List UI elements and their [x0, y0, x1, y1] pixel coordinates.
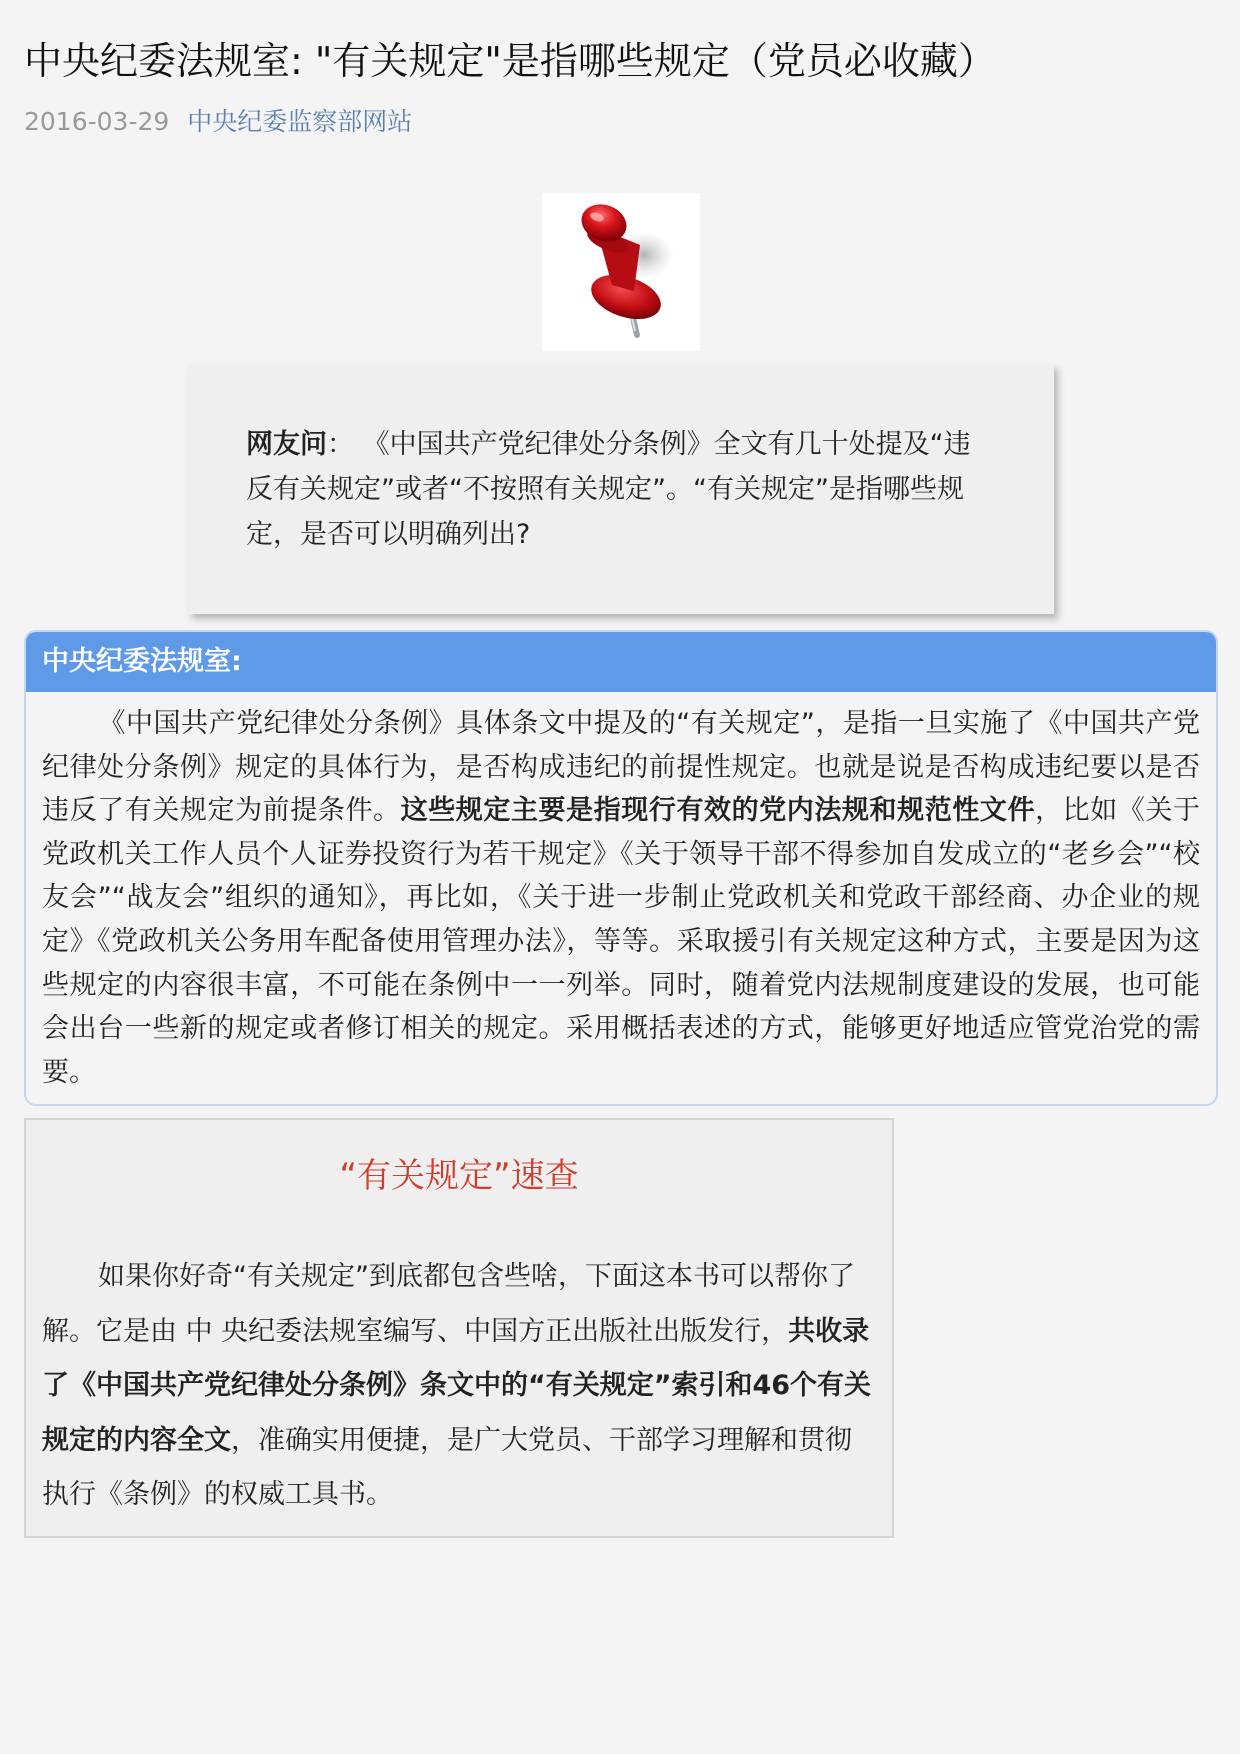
question-body: 《中国共产党纪律处分条例》全文有几十处提及“违反有关规定”或者“不按照有关规定”。“有关规定”是指哪些规定，是否可以明确列出? [246, 429, 971, 550]
answer-text-b: ，比如《关于党政机关工作人员个人证券投资行为若干规定》《关于领导干部不得参加自发成立的“老乡会”“校友会”“战友会”组织的通知》，再比如，《关于进一步制止党政机关和党政干部经商、办企业的规定》《党政机关公务用车配备使用管理办法》，等等。采取援引有关规定这种方式，主要是因为这些规定的内容很丰富，不可能在条例中一一列举。同时，随着党内法规制度建设的发展，也可能会出台一些新的规定或者修订相关的规定。采用概括表述的方式，能够更好地适应管党治党的需要。 [42, 795, 1201, 1088]
quick-text-bold: 共收录了《中国共产党纪律处分条例》条文中的“有关规定”索引和46个有关规定的内容全文 [42, 1315, 872, 1456]
answer-text-a: 《中国共产党纪律处分条例》具体条文中提及的“有关规定”，是指一旦实施了《中国共产党纪律处分条例》规定的具体行为，是否构成违纪的前提性规定。也就是说是否构成违纪要以是否违反了有关规定为前提条件。 [42, 708, 1200, 827]
quick-lookup-body [42, 1250, 876, 1523]
answer-body [26, 692, 1216, 1094]
pushpin-icon [542, 193, 700, 351]
source-link[interactable]: 中央纪委监察部网站 [187, 107, 413, 136]
publish-date: 2016-03-29 [24, 107, 170, 136]
answer-text-bold: 这些规定主要是指现行有效的党内法规和规范性文件 [400, 795, 1036, 827]
question-label: 网友问 [246, 429, 327, 460]
quick-lookup-box [24, 1118, 894, 1538]
quick-text-a: 如果你好奇“有关规定”到底都包含些啥，下面这本书可以帮你了解。它是由 中 央纪委法规室编写、中国方正出版社出版发行， [42, 1261, 855, 1347]
question-separator: ： [327, 429, 354, 460]
page-title: 中央纪委法规室: "有关规定"是指哪些规定（党员必收藏） [24, 39, 996, 83]
answer-box [24, 630, 1218, 1106]
quick-text-b: ，准确实用便捷，是广大党员、干部学习理解和贯彻执行《条例》的权威工具书。 [42, 1424, 852, 1510]
article-meta [24, 102, 412, 138]
quick-lookup-title: “有关规定”速查 [339, 1156, 579, 1196]
question-text [246, 422, 986, 557]
question-box [188, 364, 1054, 614]
pushpin-image [542, 193, 700, 351]
answer-header: 中央纪委法规室: [26, 632, 1216, 692]
